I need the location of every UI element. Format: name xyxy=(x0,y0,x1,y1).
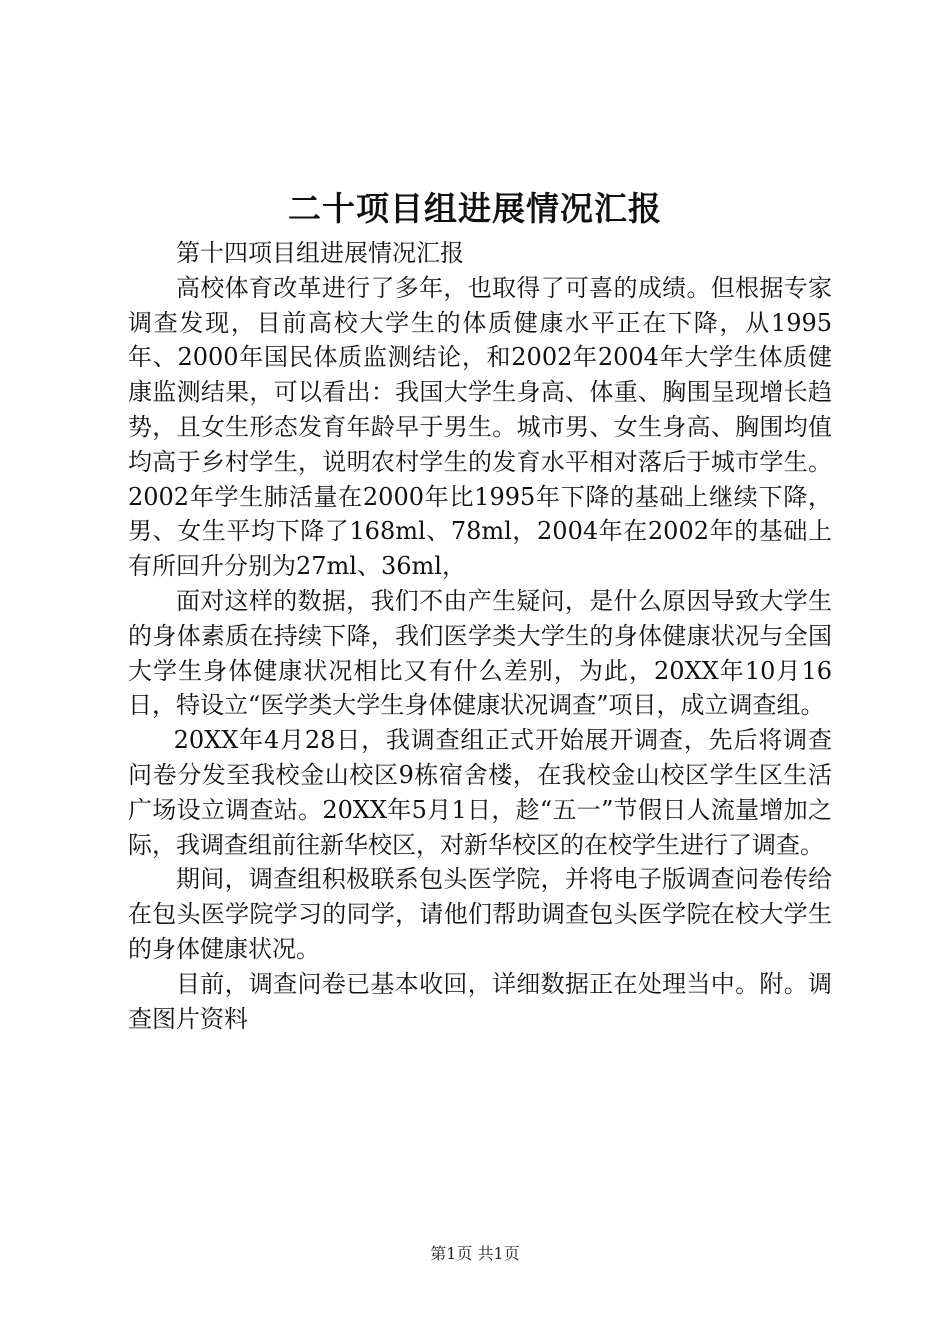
paragraph-question: 面对这样的数据，我们不由产生疑问，是什么原因导致大学生的身体素质在持续下降，我们医学类大学生的身体健康状况与全国大学生身体健康状况相比又有什么差别，为此，20XX年10月16日，特设立“医学类大学生身体健康状况调查”项目，成立调查组。 xyxy=(128,586,832,720)
paragraph-survey: 20XX年4月28日，我调查组正式开始展开调查，先后将调查问卷分发至我校金山校区9栋宿舍楼，在我校金山校区学生区生活广场设立调查站。20XX年5月1日，趁“五一”节假日人流量增加之际，我调查组前往新华校区，对新华校区的在校学生进行了调查。 xyxy=(128,726,832,859)
page-footer: 第1页 共1页 xyxy=(430,1244,520,1263)
document-title: 二十项目组进展情况汇报 xyxy=(288,189,662,228)
paragraph-intro: 高校体育改革进行了多年，也取得了可喜的成绩。但根据专家调查发现，目前高校大学生的体质健康水平正在下降，从1995年、2000年国民体质监测结论，和2002年2004年大学生体质健康监测结果，可以看出：我国大学生身高、体重、胸围呈现增长趋势，且女生形态发育年龄早于男生。城市男、女生身高、胸围均值均高于乡村学生，说明农村学生的发育水平相对落后于城市学生。2002年学生肺活量在2000年比1995年下降的基础上继续下降，男、女生平均下降了168ml、78ml，2004年在2002年的基础上有所回升分别为27ml、36ml， xyxy=(128,273,832,581)
document-body xyxy=(128,236,832,1036)
paragraph-contact: 期间，调查组积极联系包头医学院，并将电子版调查问卷传给在包头医学院学习的同学，请他们帮助调查包头医学院在校大学生的身体健康状况。 xyxy=(128,865,832,963)
document-subtitle: 第十四项目组进展情况汇报 xyxy=(176,239,464,267)
paragraph-status: 目前，调查问卷已基本收回，详细数据正在处理当中。附。调查图片资料 xyxy=(128,969,832,1033)
